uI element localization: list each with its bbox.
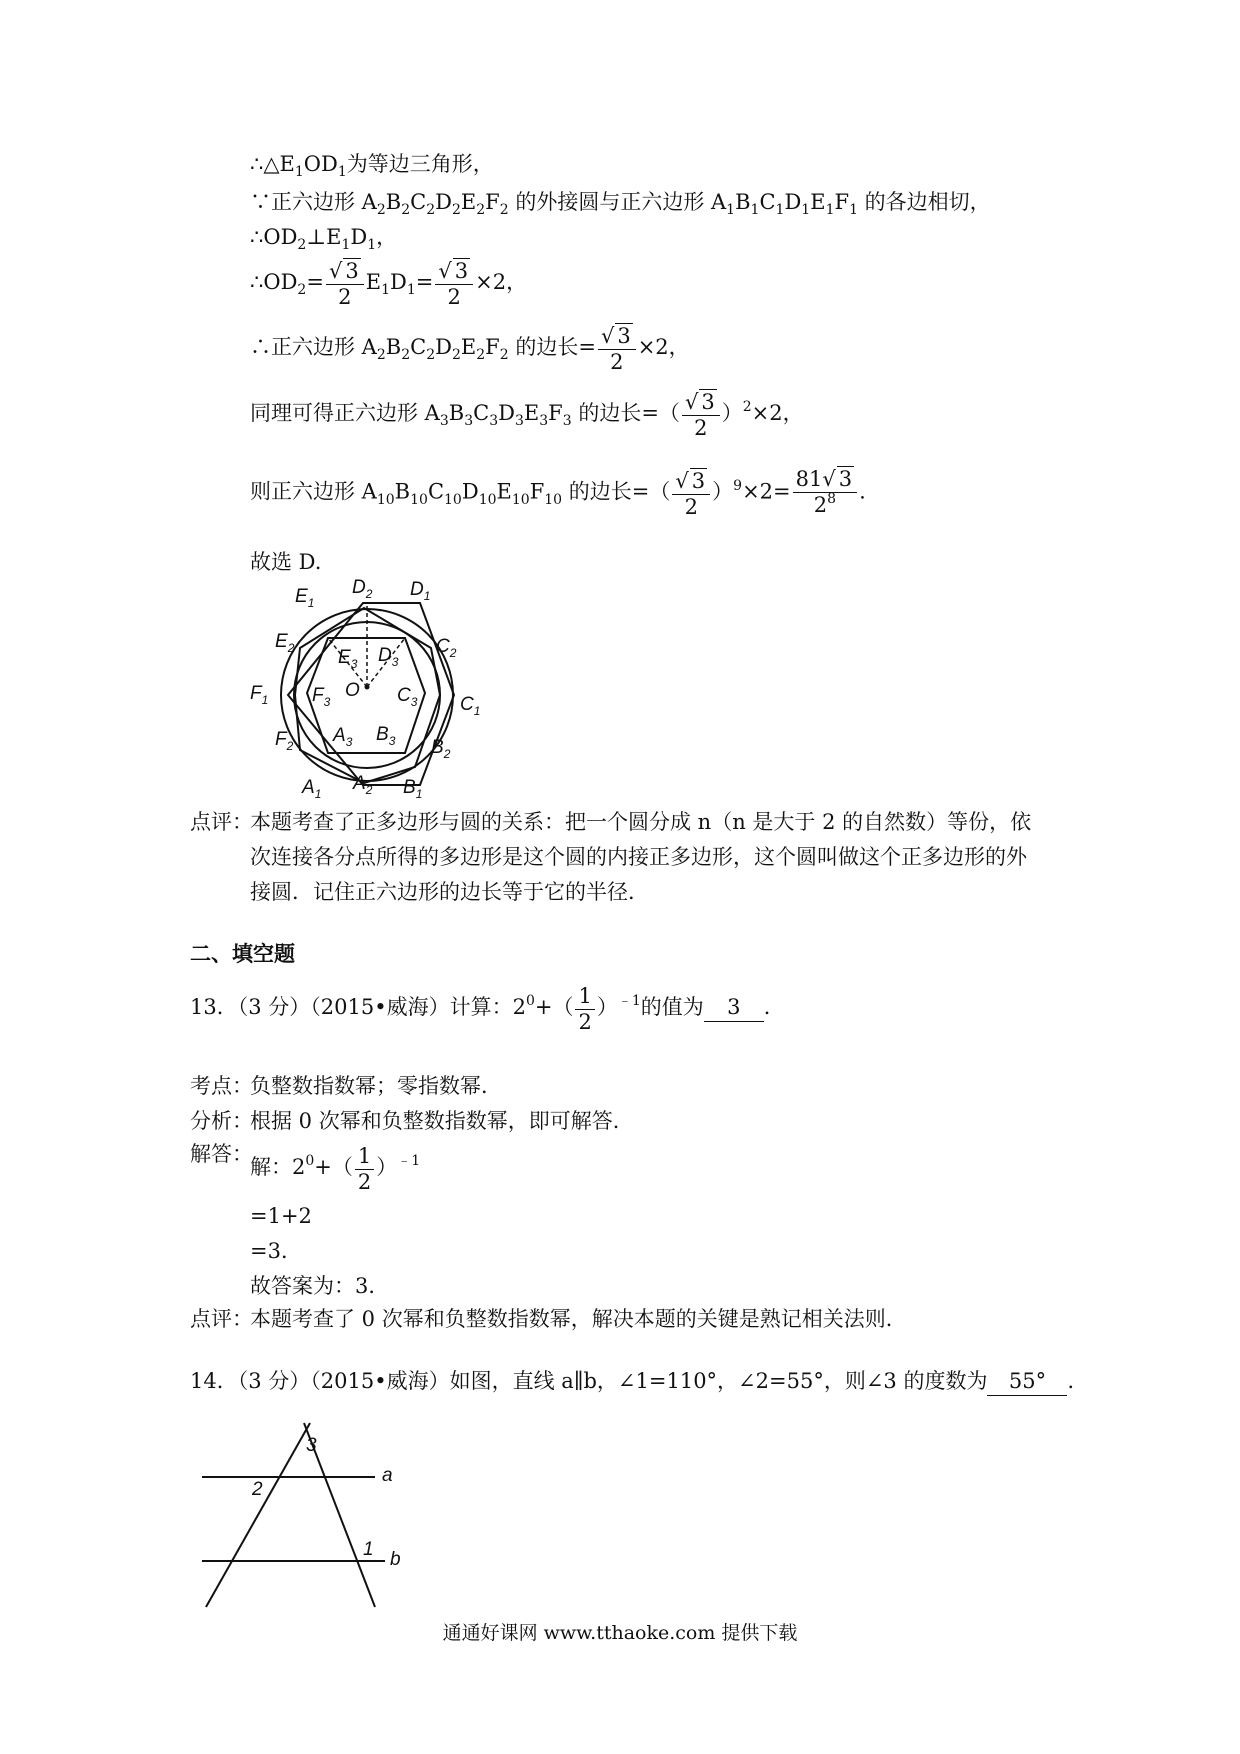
comment-line-1: 本题考查了正多边形与圆的关系：把一个圆分成 n（n 是大于 2 的自然数）等份，依: [250, 810, 1032, 834]
q13-fenxi-label: 分析：: [190, 1109, 253, 1133]
solution-line-5: ∴正六边形 $A_2B_2C_2D_2E_2F_2$ 的边长= $\frac{√ 3}{2}$ ×2，: [250, 324, 690, 374]
center-point: [365, 685, 370, 690]
q14-prefix: 14．（3 分）（2015•威海）如图，直线 a∥b，∠1=110°，∠2=55°，则∠3 的度数为: [190, 1369, 988, 1393]
q13-step-1: =1+2: [250, 1204, 312, 1228]
q13-jieda-label: 解答：: [190, 1142, 253, 1166]
label-B1: $B_1$: [403, 777, 423, 800]
label-A3: $A_3$: [333, 725, 353, 749]
q13-fenxi: 根据 0 次幂和负整数指数幂，即可解答．: [250, 1109, 634, 1133]
angle-3-label: 3: [306, 1435, 317, 1456]
label-F2: $F_2$: [275, 729, 294, 753]
line-b-label: b: [390, 1549, 401, 1570]
comment-label: 点评：: [190, 810, 253, 834]
q13-step-2: =3．: [250, 1239, 302, 1263]
section-title: 二、填空题: [190, 941, 295, 966]
label-C3: $C_3$: [397, 685, 418, 709]
label-E3: $E_3$: [338, 647, 358, 671]
line-a-label: a: [382, 1465, 393, 1486]
label-C1: $C_1$: [460, 694, 481, 718]
label-D1: $D_1$: [410, 579, 431, 603]
parallel-lines-figure: [180, 1415, 420, 1620]
q13-question: 13．（3 分）（2015•威海）计算：$2^0+$（ $\frac{1}{2}$ ）$^{﹣1}$的值为 3 ．: [190, 984, 785, 1034]
label-D3: $D_3$: [378, 645, 399, 669]
label-O: O: [345, 680, 360, 701]
q13-kaodian-label: 考点：: [190, 1074, 253, 1098]
label-B3: $B_3$: [376, 724, 396, 748]
label-A1: $A_1$: [302, 777, 322, 800]
q13-final: 故答案为：3．: [250, 1274, 390, 1298]
q13-answer: 3: [704, 993, 764, 1022]
solution-line-2: ∵正六边形 $A_2B_2C_2D_2E_2F_2$ 的外接圆与正六边形 $A_1B_1C_1D_1E_1F_1$ 的各边相切，: [250, 190, 991, 218]
label-B2: $B_2$: [431, 737, 451, 761]
q13-dianping: 本题考查了 0 次幂和负整数指数幂，解决本题的关键是熟记相关法则．: [250, 1307, 907, 1331]
q13-kaodian: 负整数指数幂；零指数幂．: [250, 1074, 502, 1098]
angle-2-label: 2: [252, 1479, 263, 1500]
solution-answer: 故选 D.: [250, 550, 322, 574]
label-F1: $F_1$: [250, 683, 269, 707]
q14-end: ．: [1067, 1369, 1089, 1393]
label-E2: $E_2$: [275, 631, 295, 655]
comment-line-2: 次连接各分点所得的多边形是这个圆的内接正多边形，这个圆叫做这个正多边形的外: [250, 845, 1027, 869]
label-E1: $E_1$: [295, 586, 315, 610]
q14-question: [190, 1367, 1088, 1396]
label-A2: $A_2$: [353, 773, 373, 797]
q13-dianping-label: 点评：: [190, 1307, 253, 1331]
solution-line-4: $\therefore OD_2=$ $\frac{√ 3}{2}$ $E_1D_1=$ $\frac{√ 3}{2}$ ×2，: [250, 259, 528, 309]
label-D2: $D_2$: [352, 577, 373, 601]
solution-line-1: $\therefore\triangle E_1OD_1$为等边三角形，: [250, 152, 494, 180]
page-footer: 通通好课网 www.tthaoke.com 提供下载: [442, 1622, 798, 1644]
solution-line-3: $\therefore OD_2\perp E_1D_1$，: [250, 225, 398, 253]
q14-answer: 55°: [987, 1367, 1067, 1396]
comment-line-3: 接圆．记住正六边形的边长等于它的半径．: [250, 880, 649, 904]
transversal-left: [206, 1423, 310, 1607]
q13-jie: 解：$2^0+$（ $\frac{1}{2}$ ）$^{﹣1}$: [250, 1144, 421, 1194]
solution-line-6: 同理可得正六边形 $A_3B_3C_3D_3E_3F_3$ 的边长=（ $\frac{√ 3}{2}$ ）$^2$×2，: [250, 390, 804, 440]
angle-1-label: 1: [363, 1539, 374, 1560]
nested-hexagons-figure: [240, 575, 500, 800]
label-F3: $F_3$: [312, 685, 331, 709]
label-C2: $C_2$: [436, 636, 457, 660]
solution-line-7: 则正六边形 $A_{10}B_{10}C_{10}D_{10}E_{10}F_{10}$ 的边长=（ $\frac{√ 3}{2}$ ）$^9$×2= $\frac{81√ 3}{2^8}$ .: [250, 467, 866, 519]
